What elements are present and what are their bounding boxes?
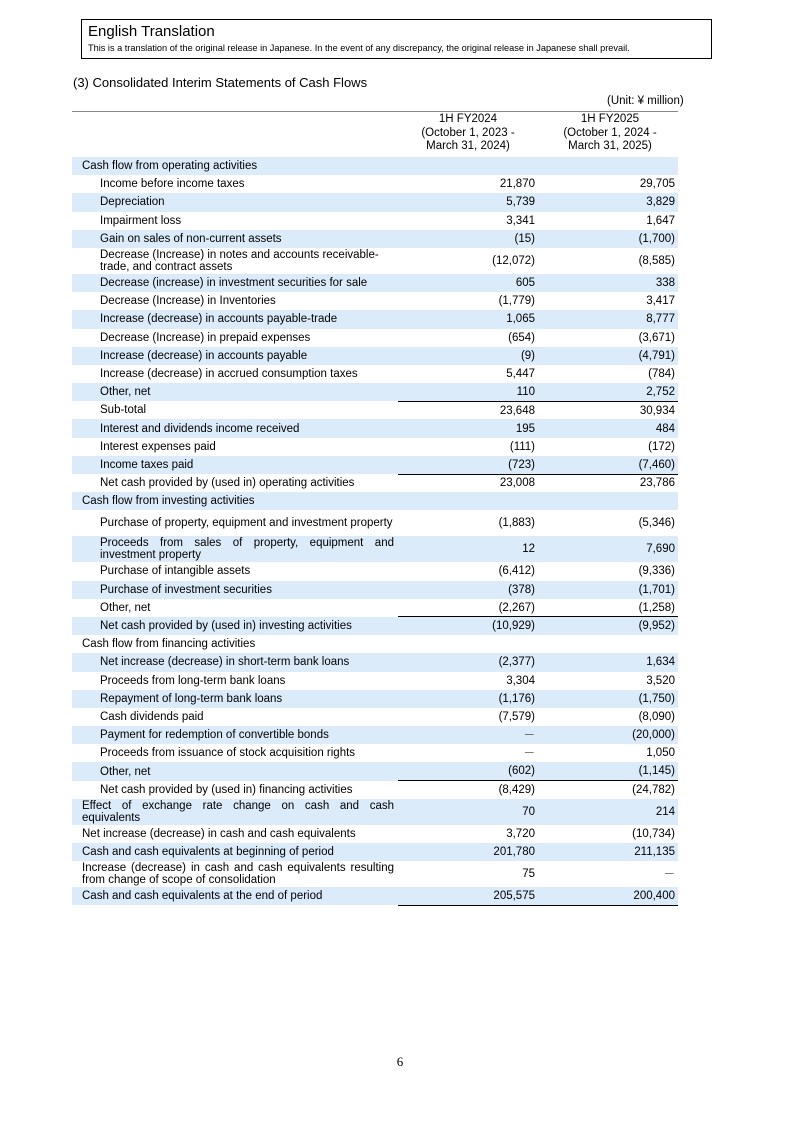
table-row [72, 510, 678, 536]
column-header-1h-fy2025 [540, 113, 680, 154]
value-1h-fy2024: 12 [398, 536, 538, 562]
section-title: (3) Consolidated Interim Statements of Cash Flows [73, 75, 368, 90]
row-label: Net cash provided by (used in) operating activities [100, 477, 355, 490]
row-label: Proceeds from long-term bank loans [100, 674, 286, 687]
value-1h-fy2025: 484 [538, 419, 678, 437]
value-1h-fy2024: (1,883) [498, 517, 535, 530]
value-1h-fy2025: (9,336) [638, 565, 675, 578]
table-row [72, 861, 678, 887]
table-row [72, 653, 678, 671]
value-1h-fy2024: (10,929) [398, 617, 538, 635]
value-1h-fy2024: (2,377) [398, 653, 538, 671]
value-1h-fy2024: 5,739 [398, 193, 538, 211]
row-label: Interest and dividends income received [72, 419, 398, 437]
row-label: Net increase (decrease) in short-term bank loans [72, 653, 398, 671]
banner-title: English Translation [88, 23, 215, 40]
table-row [72, 825, 678, 843]
value-1h-fy2024: 195 [398, 419, 538, 437]
value-1h-fy2025: (1,145) [538, 762, 678, 780]
value-1h-fy2024: 1,065 [398, 310, 538, 328]
value-1h-fy2024: (2,267) [498, 601, 535, 614]
row-label: Net cash provided by (used in) financing activities [100, 783, 353, 796]
table-row [72, 744, 678, 762]
row-label: Income taxes paid [72, 456, 398, 474]
value-1h-fy2024: 75 [522, 868, 535, 881]
table-row [72, 274, 678, 292]
row-label: Effect of exchange rate change on cash and cash equivalents [72, 799, 398, 825]
row-label: Sub-total [100, 404, 147, 417]
value-1h-fy2024: 3,341 [506, 214, 535, 227]
table-row [72, 474, 678, 492]
value-1h-fy2024: (111) [509, 440, 535, 453]
row-label: Cash flow from operating activities [72, 157, 398, 175]
row-label: Payment for redemption of convertible bonds [72, 726, 398, 744]
value-1h-fy2025: (1,258) [638, 601, 675, 614]
value-1h-fy2025: (3,671) [638, 331, 675, 344]
row-label: Cash dividends paid [100, 710, 204, 723]
row-label: Income before income taxes [100, 178, 245, 191]
value-1h-fy2024: (602) [398, 762, 538, 780]
row-label: Other, net [100, 601, 151, 614]
value-1h-fy2025: (784) [648, 367, 675, 380]
table-row [72, 310, 678, 328]
value-1h-fy2024 [398, 157, 538, 175]
value-1h-fy2025: (24,782) [538, 781, 678, 799]
value-1h-fy2025: (20,000) [538, 726, 678, 744]
row-label: Increase (decrease) in accrued consumption taxes [100, 367, 358, 380]
value-1h-fy2024: (8,429) [398, 781, 538, 799]
value-1h-fy2024 [398, 492, 538, 510]
table-row [72, 617, 678, 635]
value-1h-fy2025: (9,952) [538, 617, 678, 635]
value-1h-fy2025: (7,460) [538, 456, 678, 474]
value-1h-fy2024: 201,780 [398, 843, 538, 861]
value-1h-fy2025 [538, 492, 678, 510]
table-row [72, 781, 678, 799]
value-1h-fy2024: (9) [398, 347, 538, 365]
translation-banner [81, 19, 712, 59]
value-1h-fy2025: 200,400 [538, 887, 678, 905]
unit-label: (Unit: ¥ million) [607, 95, 684, 107]
row-label: Net cash provided by (used in) investing activities [72, 617, 398, 635]
table-row [72, 419, 678, 437]
value-1h-fy2025: 29,705 [639, 178, 675, 191]
row-label: Purchase of property, equipment and investment property [100, 517, 393, 530]
table-row [72, 690, 678, 708]
table-row [72, 383, 678, 401]
row-label: Increase (decrease) in accounts payable [72, 347, 398, 365]
page-number: 6 [396, 1054, 404, 1069]
column-header-line: 1H FY2024 [438, 113, 498, 125]
value-1h-fy2024: 605 [398, 274, 538, 292]
value-1h-fy2025: (4,791) [538, 347, 678, 365]
value-1h-fy2024: 205,575 [398, 887, 538, 905]
column-header-line: March 31, 2024) [426, 140, 510, 152]
value-1h-fy2024: － [523, 748, 535, 761]
value-1h-fy2025: 8,777 [538, 310, 678, 328]
row-label: Net increase (decrease) in cash and cash equivalents [82, 827, 356, 840]
table-row [72, 175, 678, 193]
row-label: Cash flow from investing activities [72, 492, 398, 510]
value-1h-fy2024: (15) [398, 230, 538, 248]
value-1h-fy2025: (8,585) [638, 254, 675, 267]
value-1h-fy2024: 3,720 [506, 827, 535, 840]
table-row [72, 536, 678, 562]
row-label: Decrease (Increase) in notes and accounts receivable-trade, and contract assets [100, 248, 379, 273]
table-row [72, 329, 678, 347]
row-label: Cash flow from financing activities [82, 638, 256, 651]
value-1h-fy2025: 30,934 [538, 401, 678, 419]
value-1h-fy2024: 70 [398, 799, 538, 825]
value-1h-fy2024: 23,008 [398, 474, 538, 492]
table-row [72, 799, 678, 825]
row-label: Repayment of long-term bank loans [72, 690, 398, 708]
table-row [72, 762, 678, 780]
column-header-line: (October 1, 2024 - [563, 126, 657, 139]
column-header-line: March 31, 2025) [568, 140, 652, 152]
row-label: Proceeds from issuance of stock acquisition rights [100, 747, 356, 760]
table-row [72, 365, 678, 383]
value-1h-fy2025: 23,786 [538, 474, 678, 492]
table-row [72, 248, 678, 274]
value-1h-fy2024: (654) [508, 331, 535, 344]
value-1h-fy2025: (8,090) [638, 710, 675, 723]
row-label: Decrease (increase) in investment securities for sale [72, 274, 398, 292]
table-row [72, 708, 678, 726]
table-row [72, 193, 678, 211]
row-label: Impairment loss [100, 214, 182, 227]
row-label: Decrease (Increase) in prepaid expenses [100, 331, 311, 344]
banner-note: This is a translation of the original release in Japanese. In the event of any discrepancy, the original release in Japanese shall prevail. [88, 43, 630, 53]
value-1h-fy2024: 110 [398, 383, 538, 401]
value-1h-fy2025: － [663, 869, 675, 882]
value-1h-fy2025: (10,734) [632, 827, 675, 840]
value-1h-fy2025 [538, 635, 678, 653]
value-1h-fy2025: 3,417 [646, 295, 675, 308]
table-row [72, 672, 678, 690]
table-row [72, 492, 678, 510]
value-1h-fy2025: (1,700) [538, 230, 678, 248]
value-1h-fy2025: 1,634 [538, 653, 678, 671]
table-row [72, 843, 678, 861]
value-1h-fy2025: 2,752 [538, 383, 678, 401]
value-1h-fy2024: 23,648 [398, 401, 538, 419]
value-1h-fy2024: (12,072) [492, 254, 535, 267]
table-row [72, 635, 678, 653]
table-row [72, 562, 678, 580]
value-1h-fy2024: － [398, 726, 538, 744]
table-row [72, 456, 678, 474]
table-row [72, 212, 678, 230]
value-1h-fy2024: (1,176) [398, 690, 538, 708]
cash-flow-table [72, 157, 678, 906]
value-1h-fy2024: 21,870 [499, 178, 535, 191]
row-label: Decrease (Increase) in Inventories [100, 295, 276, 308]
value-1h-fy2025: 3,829 [538, 193, 678, 211]
row-label: Other, net [72, 383, 398, 401]
value-1h-fy2025: (1,701) [538, 581, 678, 599]
value-1h-fy2025: 1,050 [646, 747, 675, 760]
table-row [72, 347, 678, 365]
table-row [72, 157, 678, 175]
value-1h-fy2024: (723) [398, 456, 538, 474]
value-1h-fy2025: 3,520 [646, 674, 675, 687]
value-1h-fy2024: 5,447 [506, 367, 535, 380]
row-label: Gain on sales of non-current assets [72, 230, 398, 248]
row-label: Depreciation [72, 193, 398, 211]
value-1h-fy2025: 214 [538, 799, 678, 825]
value-1h-fy2025: 1,647 [646, 214, 675, 227]
value-1h-fy2025: (172) [648, 440, 675, 453]
value-1h-fy2024: 3,304 [506, 674, 535, 687]
table-row [72, 887, 678, 905]
value-1h-fy2024 [398, 635, 538, 653]
table-row [72, 230, 678, 248]
row-label: Cash and cash equivalents at beginning of period [72, 843, 398, 861]
value-1h-fy2025: 7,690 [538, 536, 678, 562]
value-1h-fy2025: 211,135 [538, 843, 678, 861]
value-1h-fy2025: (5,346) [638, 517, 675, 530]
value-1h-fy2025: (1,750) [538, 690, 678, 708]
column-header-line: 1H FY2025 [580, 113, 640, 125]
table-row [72, 401, 678, 419]
value-1h-fy2024: (1,779) [498, 295, 535, 308]
row-label: Interest expenses paid [100, 440, 216, 453]
row-label: Increase (decrease) in cash and cash equivalents resulting from change of scope of consolidation [82, 862, 394, 887]
row-label: Other, net [72, 762, 398, 780]
table-row [72, 726, 678, 744]
row-label: Increase (decrease) in accounts payable-trade [72, 310, 398, 328]
cash-flow-table-body [72, 157, 678, 905]
value-1h-fy2025 [538, 157, 678, 175]
value-1h-fy2025: 338 [538, 274, 678, 292]
table-row [72, 599, 678, 617]
value-1h-fy2024: (378) [398, 581, 538, 599]
value-1h-fy2024: (6,412) [498, 565, 535, 578]
table-row [72, 292, 678, 310]
column-header-line: (October 1, 2023 - [421, 126, 515, 139]
column-header-1h-fy2024 [398, 113, 538, 154]
value-1h-fy2024: (7,579) [498, 710, 535, 723]
row-label: Purchase of investment securities [72, 581, 398, 599]
row-label: Cash and cash equivalents at the end of period [72, 887, 398, 905]
table-row [72, 581, 678, 599]
header-rule [72, 111, 678, 112]
row-label: Proceeds from sales of property, equipment and investment property [72, 536, 398, 562]
row-label: Purchase of intangible assets [100, 565, 251, 578]
table-row [72, 438, 678, 456]
